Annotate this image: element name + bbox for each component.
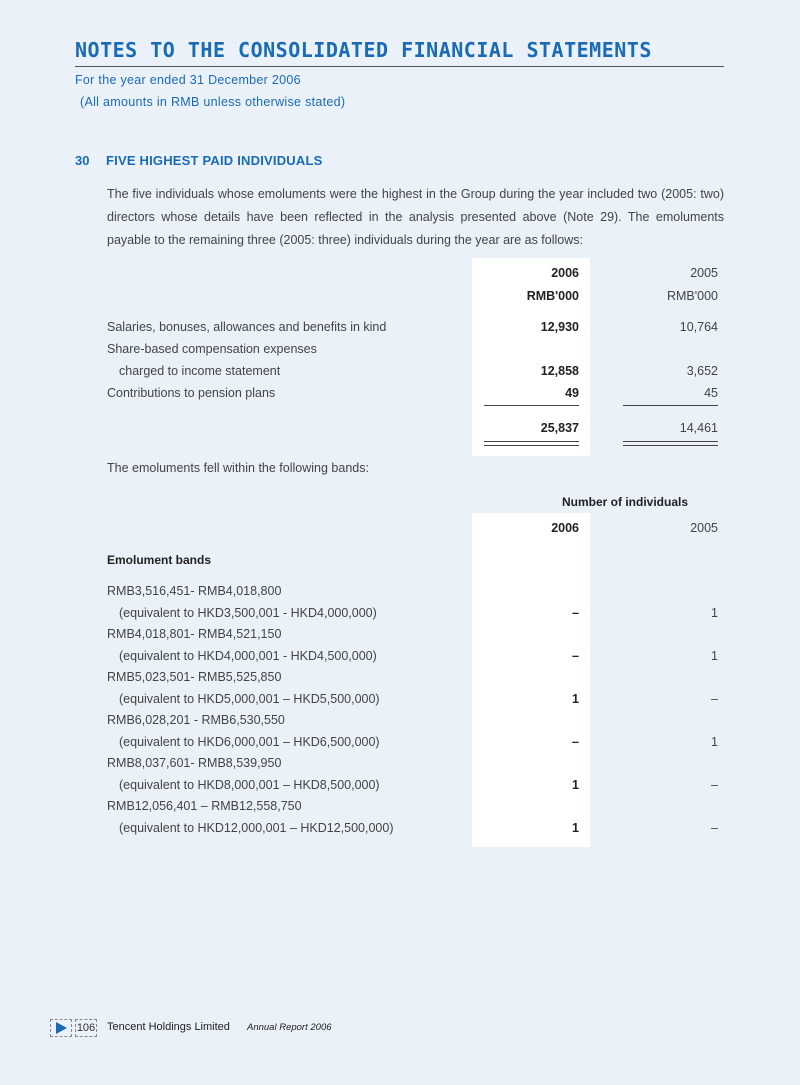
band-count-2006: – [572,735,579,749]
total-double-rule-2005 [623,441,718,442]
subtotal-rule-2005 [623,405,718,406]
section-title: FIVE HIGHEST PAID INDIVIDUALS [106,153,323,168]
band-count-2006: 1 [572,778,579,792]
table1-total-2005: 14,461 [679,421,718,435]
page-title: NOTES TO THE CONSOLIDATED FINANCIAL STATEMENTS [75,38,652,62]
currency-subtitle: (All amounts in RMB unless otherwise stated) [80,95,346,109]
table1-row-value-2005: 3,652 [686,364,718,378]
band-count-2006: 1 [572,821,579,835]
table2-col-2006: 2006 [551,521,579,535]
table1-row-value-2005: 45 [704,386,718,400]
table1-row-value-2006: 49 [565,386,579,400]
table1-row-value-2005: 10,764 [679,320,718,334]
table1-total-2006: 25,837 [540,421,579,435]
footer-report: Annual Report 2006 [247,1022,332,1033]
band-count-2005: – [711,778,718,792]
band-range: RMB3,516,451- RMB4,018,800 [107,584,282,598]
table2-row-header: Emolument bands [107,553,212,567]
table1-row-value-2006: 12,930 [540,320,579,334]
table1-row-label: Contributions to pension plans [107,386,276,400]
total-double-rule-2006 [484,445,579,446]
section-paragraph: The five individuals whose emoluments were the highest in the Group during the year included two (2005: two) directors whose details have been reflected in the analysis presented above (Note 29). The emoluments payable to the remaining three (2005: three) individuals during the year are as follows: [107,187,724,247]
footer-company: Tencent Holdings Limited [107,1021,230,1033]
section-number: 30 [75,153,90,168]
page-number: 106 [75,1019,97,1037]
table1-row-label: charged to income statement [119,364,281,378]
total-double-rule-2005 [623,445,718,446]
band-count-2005: 1 [711,606,718,620]
band-equivalent: (equivalent to HKD6,000,001 – HKD6,500,000) [119,735,380,749]
table2-col-2005: 2005 [690,521,718,535]
total-double-rule-2006 [484,441,579,442]
table1-col-2006-year: 2006 [551,266,579,280]
band-count-2005: – [711,821,718,835]
band-range: RMB6,028,201 - RMB6,530,550 [107,713,285,727]
band-equivalent: (equivalent to HKD12,000,001 – HKD12,500,000) [119,821,394,835]
table1-col-2006-unit: RMB'000 [526,289,579,303]
band-range: RMB5,023,501- RMB5,525,850 [107,670,282,684]
band-range: RMB8,037,601- RMB8,539,950 [107,756,282,770]
band-count-2005: 1 [711,735,718,749]
table2-group-header: Number of individuals [561,495,688,509]
band-equivalent: (equivalent to HKD8,000,001 – HKD8,500,000) [119,778,380,792]
subtotal-rule-2006 [484,405,579,406]
period-subtitle: For the year ended 31 December 2006 [75,73,301,87]
table1-col-2005-unit: RMB'000 [666,289,718,303]
band-count-2006: – [572,649,579,663]
band-equivalent: (equivalent to HKD5,000,001 – HKD5,500,000) [119,692,380,706]
band-range: RMB12,056,401 – RMB12,558,750 [107,799,302,813]
band-count-2005: 1 [711,649,718,663]
table1-row-label: Salaries, bonuses, allowances and benefits in kind [107,320,387,334]
band-range: RMB4,018,801- RMB4,521,150 [107,627,282,641]
table1-row-value-2006: 12,858 [540,364,579,378]
band-equivalent: (equivalent to HKD4,000,001 - HKD4,500,000) [119,649,377,663]
table2-highlight-column [472,513,590,847]
band-equivalent: (equivalent to HKD3,500,001 - HKD4,000,000) [119,606,377,620]
band-count-2005: – [711,692,718,706]
table1-col-2005-year: 2005 [690,266,718,280]
table1-row-label: Share-based compensation expenses [107,342,317,356]
band-count-2006: – [572,606,579,620]
band-count-2006: 1 [572,692,579,706]
bands-intro: The emoluments fell within the following bands: [107,461,369,475]
play-triangle-icon [50,1019,72,1037]
header-rule [75,66,724,67]
